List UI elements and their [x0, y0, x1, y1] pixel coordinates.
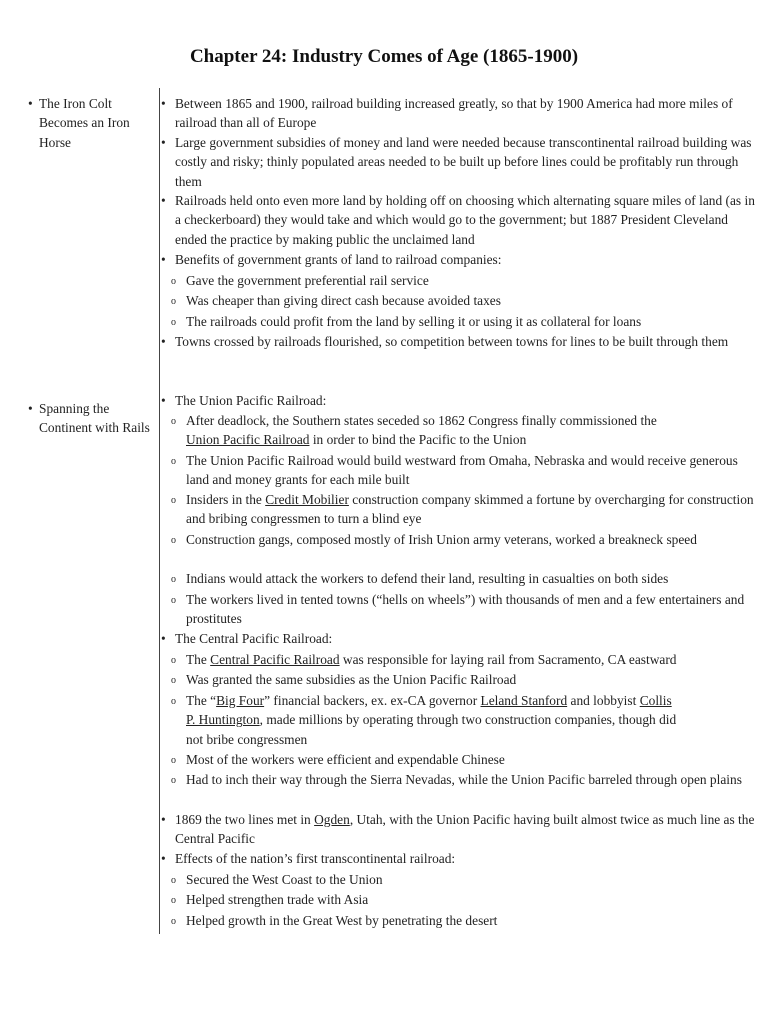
text-run: The: [186, 652, 211, 667]
note-text: Most of the workers were efficient and expendable Chinese: [186, 752, 505, 767]
sub-note-item: [171, 411, 761, 450]
note-text: Gave the government preferential rail service: [186, 273, 429, 288]
bullet: •: [161, 193, 166, 208]
sub-bullet: o: [171, 755, 176, 766]
note-item: [161, 250, 761, 269]
note-text: Secured the West Coast to the Union: [186, 872, 383, 887]
sub-bullet: o: [171, 456, 176, 467]
topic-iron-horse: [28, 94, 153, 152]
sub-bullet: o: [171, 595, 176, 606]
sub-bullet: o: [171, 535, 176, 546]
leland-stanford-link[interactable]: Leland Stanford: [480, 693, 568, 708]
sub-bullet: o: [171, 416, 176, 427]
text-run: After deadlock, the Southern states seceded so 1862 Congress finally commissioned the: [186, 413, 657, 428]
text-run: in order to bind the Pacific to the Union: [309, 432, 527, 448]
sub-note-item: [171, 890, 761, 909]
text-run: Insiders in the: [186, 492, 266, 507]
note-text: Indians would attack the workers to defend their land, resulting in casualties on both sides: [186, 571, 669, 586]
text-run: 1869 the two lines met in: [175, 812, 315, 827]
column-divider: [159, 88, 160, 934]
topic-label: Spanning the Continent with Rails: [39, 401, 150, 436]
sub-note-item: [171, 530, 761, 549]
note-text: [186, 411, 761, 450]
note-text: [186, 490, 761, 529]
sub-note-item: [171, 490, 761, 529]
text-run: was responsible for laying rail from Sacramento, CA eastward: [339, 652, 677, 667]
text-run: , made millions by operating through two construction companies, though did: [259, 712, 677, 728]
sub-note-item: [171, 770, 761, 789]
sub-bullet: o: [171, 317, 176, 328]
note-item: [161, 629, 761, 648]
note-text: [186, 691, 761, 749]
note-text: The Central Pacific Railroad:: [175, 631, 333, 646]
note-text: Helped strengthen trade with Asia: [186, 892, 369, 907]
bullet: •: [161, 812, 166, 827]
sub-note-item: [171, 870, 761, 889]
note-text: Was granted the same subsidies as the Union Pacific Railroad: [186, 672, 517, 687]
note-item: [161, 332, 761, 351]
note-text: Was cheaper than giving direct cash because avoided taxes: [186, 293, 501, 308]
note-text: The workers lived in tented towns (“hells on wheels”) with thousands of men and a few entertainers and prostitutes: [186, 592, 745, 627]
sub-note-item: [171, 670, 761, 689]
sub-note-item: [171, 691, 761, 749]
bullet: •: [161, 851, 166, 866]
collis-huntington-link[interactable]: P. Huntington: [186, 712, 260, 728]
topic-bullet: •: [28, 96, 33, 111]
page-title: Chapter 24: Industry Comes of Age (1865-1900): [189, 46, 579, 67]
note-text: Towns crossed by railroads flourished, so competition between towns for lines to be built through them: [175, 334, 729, 349]
note-text: [175, 810, 761, 849]
note-item: [161, 94, 761, 133]
sub-bullet: o: [171, 276, 176, 287]
note-text: The railroads could profit from the land by selling it or using it as collateral for loans: [186, 314, 642, 329]
sub-note-item: [171, 312, 761, 331]
central-pacific-link[interactable]: Central Pacific Railroad: [210, 652, 340, 667]
sub-bullet: o: [171, 495, 176, 506]
text-run: construction company skimmed a fortune by overcharging for construction and bribing congressmen to turn a blind eye: [186, 492, 754, 527]
note-item: [161, 810, 761, 849]
bullet: •: [161, 252, 166, 267]
note-item: [161, 191, 761, 249]
note-text: Effects of the nation’s first transcontinental railroad:: [175, 851, 456, 866]
sub-note-item: [171, 750, 761, 769]
note-text: The Union Pacific Railroad:: [175, 393, 327, 408]
ogden-link[interactable]: Ogden: [314, 812, 350, 827]
sub-bullet: o: [171, 875, 176, 886]
sub-note-item: [171, 569, 761, 588]
sub-bullet: o: [171, 574, 176, 585]
text-run: not bribe congressmen: [186, 731, 308, 747]
sub-bullet: o: [171, 675, 176, 686]
sub-bullet: o: [171, 696, 176, 707]
bullet: •: [161, 631, 166, 646]
sub-note-item: [171, 650, 761, 669]
note-text: [186, 650, 761, 669]
text-run: , Utah, with the Union Pacific having built almost twice as much line as the Central Pacific: [175, 812, 755, 847]
note-item: [161, 391, 761, 410]
bullet: •: [161, 135, 166, 150]
note-item: [161, 133, 761, 191]
sub-bullet: o: [171, 916, 176, 927]
sub-note-item: [171, 911, 761, 930]
bullet: •: [161, 334, 166, 349]
sub-bullet: o: [171, 775, 176, 786]
text-run: ” financial backers, ex. ex-CA governor: [264, 693, 481, 708]
bullet: •: [161, 96, 166, 111]
text-run: The “: [186, 693, 217, 708]
union-pacific-link[interactable]: Union Pacific Railroad: [186, 432, 310, 448]
note-text: Helped growth in the Great West by penetrating the desert: [186, 913, 498, 928]
note-text: The Union Pacific Railroad would build westward from Omaha, Nebraska and would receive generous land and money grants for each mile built: [186, 453, 738, 488]
big-four-link[interactable]: Big Four: [216, 693, 265, 708]
sub-bullet: o: [171, 655, 176, 666]
note-text: Construction gangs, composed mostly of Irish Union army veterans, worked a breakneck speed: [186, 532, 697, 547]
note-text: Had to inch their way through the Sierra Nevadas, while the Union Pacific barreled through open plains: [186, 772, 742, 787]
bullet: •: [161, 393, 166, 408]
sub-note-item: [171, 451, 761, 490]
note-text: Railroads held onto even more land by holding off on choosing which alternating square miles of land (as in a checkerboard) they would take and which would go to the government; but 1887 President Cleveland ended the practice by making public the unclaimed land: [175, 193, 755, 247]
credit-mobilier-link[interactable]: Credit Mobilier: [265, 492, 349, 507]
sub-bullet: o: [171, 895, 176, 906]
note-text: Between 1865 and 1900, railroad building increased greatly, so that by 1900 America had more miles of railroad than all of Europe: [175, 96, 733, 131]
sub-bullet: o: [171, 296, 176, 307]
topic-label: The Iron Colt Becomes an Iron Horse: [39, 96, 130, 150]
topic-spanning-continent: [28, 399, 153, 438]
note-text: Benefits of government grants of land to railroad companies:: [175, 252, 502, 267]
sub-note-item: [171, 590, 761, 629]
text-run: and lobbyist: [567, 693, 640, 708]
note-text: Large government subsidies of money and land were needed because transcontinental railroad building was costly and risky; thinly populated areas needed to be built up before lines could be profitably run through them: [175, 135, 752, 189]
sub-note-item: [171, 291, 761, 310]
note-item: [161, 849, 761, 868]
sub-note-item: [171, 271, 761, 290]
collis-huntington-link[interactable]: Collis: [639, 693, 672, 708]
topic-bullet: •: [28, 401, 33, 416]
